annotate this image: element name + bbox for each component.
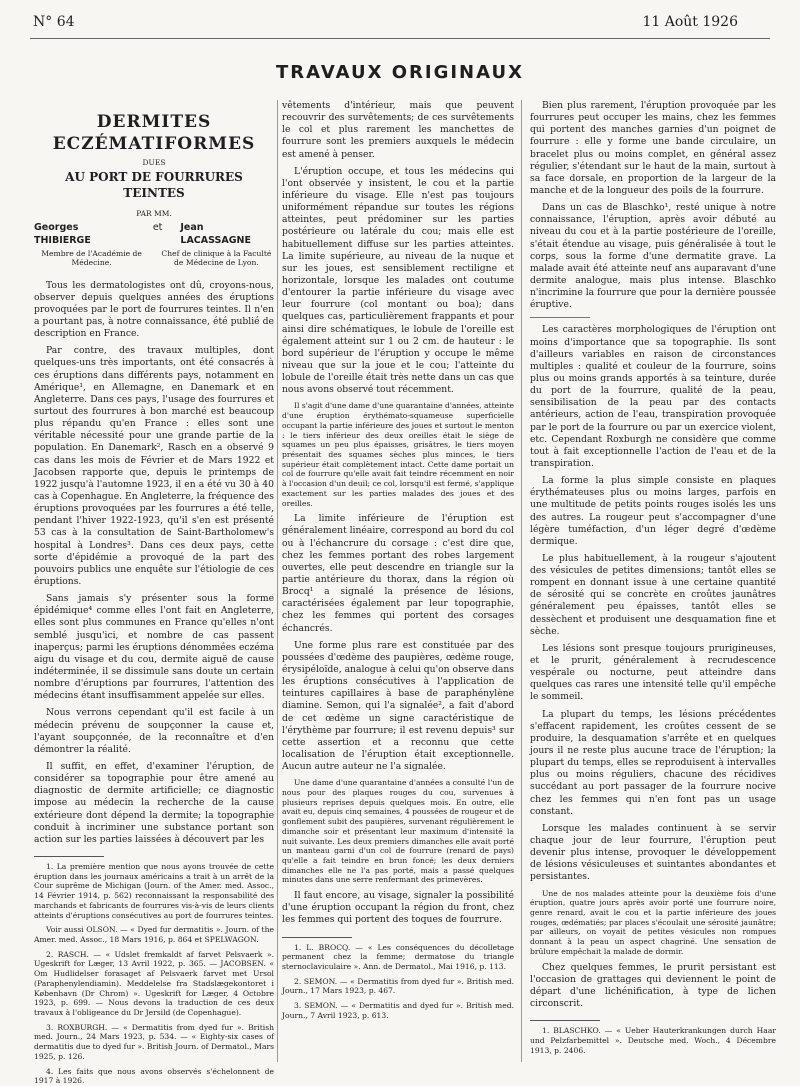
affiliation-1: Membre de l'Académie de Médecine. bbox=[41, 249, 142, 268]
paragraph: Chez quelques femmes, le prurit persistant est l'occasion de grattages qui deviennent le point de départ d'une lichénification, à type de lichen circonscrit. bbox=[530, 961, 776, 1010]
paragraph: Il suffit, en effet, d'examiner l'éruption, de considérer sa topographie pour être amené au diagnostic de dermite artificielle; ce diagnostic impose au médecin la recherche de la cause extérieure dont dépend la dermite; la topographie conduit à incriminer une substance portant son action sur les parties laissées à découvert par les bbox=[34, 760, 274, 845]
case-report: Une dame d'une quarantaine d'années a consulté l'un de nous pour des plaques rouges du cou, survenues à plusieurs reprises depuis quelques mois. En outre, elle avait eu, depuis cinq semaines, 4 poussées de rougeur et de gonflement subit des paupières, survenant régulièrement le dimanche soir et présentant leur maximum d'intensité la nuit suivante. Les deux premiers dimanches elle avait porté un manteau garni d'un col de fourrure (renard de pays) qu'elle a fait teindre en brun foncé; les deux derniers dimanches elle ne l'a pas porté, mais a passé quelques minutes dans une serre renfermant des primevères. bbox=[282, 778, 514, 885]
byline-par: PAR MM. bbox=[136, 209, 172, 219]
article-title: DERMITES ECZÉMATIFORMES bbox=[52, 112, 256, 155]
footnote: 1. L. BROCQ. — « Les conséquences du décolletage permanent chez la femme; dermatose du triangle sternoclaviculaire ». Ann. de Dermatol., Mai 1916, p. 113. bbox=[282, 942, 514, 971]
paragraph: Par contre, des travaux multiples, dont quelques-uns très importants, ont été consacrés à ces éruptions dans différents pays, notamment en Amérique¹, en Allemagne, en Danemark et en Angleterre. Dans ces pays, l'usage des fourrures et surtout des fourrures à bon marché est beaucoup plus répandu qu'en France : elles sont une véritable nécessité pour une grande partie de la population. En Danemark², Rasch en a observé 9 cas dans les mois de Février et de Mars 1922 et Jacobsen rapporte que, depuis le printemps de 1922 jusqu'à l'automne 1923, il en a été vu 30 à 40 cas à Copenhague. En Angleterre, la fréquence des éruptions provoquées par les fourrures a été telle, pendant l'hiver 1922-1923, qu'il s'en est présenté 53 cas à la consultation de Saint-Bartholomew's hospital à Londres³. Dans ces deux pays, cette sorte d'épidémie a provoqué de la part des pouvoirs publics une enquête sur l'étiologie de ces éruptions. bbox=[34, 345, 274, 587]
column-2 bbox=[282, 100, 514, 1062]
paragraph: Nous verrons cependant qu'il est facile à un médecin prévenu de soupçonner la cause et, l'ayant soupçonnée, de la reconnaître et d'en démontrer la réalité. bbox=[34, 707, 274, 755]
issue-date: 11 Août 1926 bbox=[642, 14, 738, 30]
column-3 bbox=[530, 100, 776, 1062]
author-separator: et bbox=[152, 222, 163, 234]
footnote-rule bbox=[282, 937, 352, 938]
paragraph: La forme la plus simple consiste en plaques érythémateuses plus ou moins larges, parfois en une multitude de petits points rouges isolés les uns des autres. La rougeur peut s'accompagner d'une légère tuméfaction, d'un léger degré d'œdème dermique. bbox=[530, 475, 776, 547]
footnote: 1. La première mention que nous ayons trouvée de cette éruption dans les journaux américains a trait à un arrêt de la Cour suprême de Michigan (Journ. of the Amer. med. Assoc., 14 Février 1914, p. 562) reconnaissant la responsabilité des marchands et fabricants de fourrures vis-à-vis de leurs clients atteints d'éruptions consécutives au port de fourrures teintes. bbox=[34, 861, 274, 920]
paragraph: vêtements d'intérieur, mais que peuvent recouvrir des survêtements; de ces survêtements le col et plus rarement les manchettes de fourrure sont les premiers auxquels le médecin est amené à penser. bbox=[282, 100, 514, 160]
paragraph: La plupart du temps, les lésions précédentes s'effacent rapidement, les croûtes cessent de se produire, la desquamation s'arrête et en quelques jours il ne reste plus aucune trace de l'éruption; la plupart du temps, elles se reproduisent à intervalles plus ou moins réguliers, chacune des récidives succédant au port passager de la fourrure nocive chez les femmes qui n'en font pas un usage constant. bbox=[530, 708, 776, 817]
authors bbox=[34, 222, 274, 247]
section-title: TRAVAUX ORIGINAUX bbox=[276, 62, 524, 83]
separator-rule bbox=[530, 317, 590, 318]
case-report: Une de nos malades atteinte pour la deuxième fois d'une éruption, quatre jours après avoir porté une fourrure noire, genre renard, avait le cou et la partie inférieure des joues rouges, œdématiés; par places s'écoulait une sérosité jaunâtre; par ailleurs, on voyait de petites vésicules non rompues donnant à la peau un aspect chagriné. Une sensation de brûlure empêchait la malade de dormir. bbox=[530, 888, 776, 956]
article-dues: DUES bbox=[142, 157, 166, 167]
footnote: 1. BLASCHKO. — « Ueber Hauterkrankungen durch Haar und Pelzfarbemittel ». Deutsche med. Woch., 4 Décembre 1913, p. 2406. bbox=[530, 1026, 776, 1055]
footnote-rule bbox=[34, 856, 104, 857]
paragraph: Une forme plus rare est constituée par des poussées d'œdème des paupières, œdème rouge, érysipéloïde, analogue à celui qu'on observe dans les éruptions consécutives à l'application de teintures capillaires à base de paraphénylène diamine. Semon, qui l'a signalée², a fait d'abord de cet œdème un signe caractéristique de l'érythème par fourrure; il est revenu depuis³ sur cette assertion et a reconnu que cette localisation de l'éruption était exceptionnelle. Aucun autre auteur ne l'a signalée. bbox=[282, 639, 514, 773]
paragraph: Le plus habituellement, à la rougeur s'ajoutent des vésicules de petites dimensions; tantôt elles se rompent en donnant issue à une certaine quantité de sérosité qui se concrète en croûtes jaunâtres généralement peu épaisses, tantôt elles se dessèchent et produisent une desquamation fine et sèche. bbox=[530, 552, 776, 637]
case-report: Il s'agit d'une dame d'une quarantaine d'années, atteinte d'une éruption érythémato-squameuse superficielle occupant la partie inférieure des joues et surtout le menton : le tiers inférieur des deux oreilles était le siège de squames un peu plus épaisses, grisâtres, le tiers moyen présentait des squames sèches plus minces, le tiers supérieur était complètement intact. Cette dame portait un col de fourrure qu'elle avait fait teindre récemment en noir à l'occasion d'un deuil; ce col, lorsqu'il est fermé, s'applique exactement sur les parties malades des joues et des oreilles. bbox=[282, 401, 515, 508]
column-1 bbox=[34, 103, 274, 1086]
paragraph: Tous les dermatologistes ont dû, croyons-nous, observer depuis quelques années des éruptions provoquées par le port de fourrures teintes. Il n'en a pourtant pas, à notre connaissance, été publié de description en France. bbox=[34, 279, 274, 340]
paragraph: Lorsque les malades continuent à se servir chaque jour de leur fourrure, l'éruption peut devenir plus intense, provoquer le développement de lésions vésiculeuses et suintantes abondantes et persistantes. bbox=[530, 822, 776, 883]
issue-number: N° 64 bbox=[33, 14, 75, 30]
footnote: 4. Les faits que nous avons observés s'échelonnent de 1917 à 1926. bbox=[34, 1066, 274, 1086]
footnote: 2. SEMON. — « Dermatitis from dyed fur ». British med. Journ., 17 Mars 1923, p. 467. bbox=[282, 976, 514, 996]
header-rule bbox=[30, 38, 770, 39]
affiliations bbox=[34, 249, 274, 267]
column-divider bbox=[277, 100, 278, 1062]
paragraph: Bien plus rarement, l'éruption provoquée par les fourrures peut occuper les mains, chez les femmes qui portent des manches garnies d'un poignet de fourrure : elle y forme une bande circulaire, un bracelet plus ou moins complet, en général assez régulier, s'étendant sur le haut de la main, surtout à sa face dorsale, en proportion de la largeur de la manche et de la longueur des poils de la fourrure. bbox=[530, 100, 776, 196]
footnote: Voir aussi OLSON. — « Dyed fur dermatitis ». Journ. of the Amer. med. Assoc., 18 Mars 1916, p. 864 et SPELWAGON. bbox=[34, 925, 274, 944]
affiliation-2: Chef de clinique à la Faculté de Médecine de Lyon. bbox=[161, 249, 272, 268]
paragraph: La limite inférieure de l'éruption est généralement linéaire, correspond au bord du col ou à l'échancrure du corsage : c'est dire que, chez les femmes portant des robes largement ouvertes, elle peut descendre en triangle sur la partie antérieure du thorax, dans la région où Brocq¹ a signalé la présence de lésions, caractérisées également par leur topographie, chez les femmes qui portent des corsages échancrés. bbox=[282, 513, 514, 634]
footnote-rule bbox=[530, 1020, 600, 1021]
article-subtitle: AU PORT DE FOURRURES TEINTES bbox=[65, 169, 243, 200]
paragraph: Les caractères morphologiques de l'éruption ont moins d'importance que sa topographie. Ils sont d'ailleurs variables en raison de circonstances multiples : qualité et couleur de la fourrure, soins plus ou moins grands apportés à sa teinture, durée du port de la fourrure, qualité de la peau, sensibilisation de la peau par des contacts antérieurs, action de l'eau, transpiration provoquée par le port de la fourrure ou par un exercice violent, etc. Cependant Roxburgh ne considère que comme tout à fait exceptionnelle l'action de l'eau et de la transpiration. bbox=[530, 324, 776, 469]
column-divider bbox=[521, 100, 522, 1062]
paragraph: Les lésions sont presque toujours prurigineuses, et le prurit, généralement à recrudescence vespérale ou nocturne, peut atteindre dans quelques cas rares une intensité telle qu'il empêche le sommeil. bbox=[530, 642, 776, 703]
footnote: 3. SEMON. — « Dermatitis and dyed fur ». British med. Journ., 7 Avril 1923, p. 613. bbox=[282, 1001, 514, 1020]
author-1: Georges THIBIERGE bbox=[34, 222, 91, 246]
footnote: 3. ROXBURGH. — « Dermatitis from dyed fur ». British med. Journ., 24 Mars 1923, p. 534. — « Eighty-six cases of dermatitis due to dyed fur ». British Journ. of Dermatol., Mars 1925, p. 126. bbox=[34, 1022, 274, 1061]
footnote: 2. RASCH. — « Udslet fremkaldt af farvet Pelsvaerk ». Ugeskrift for Læger, 13 Avril 1922, p. 365. — JACOBSEN. « Om Hudlidelser forasaget af Pelsvaerk farvet met Ursol (Paraphenylendiamin). Meddelelse fra Stadslægekontoret i København (Dr Chrom) ». Ugeskrift for Læger, 4 Octobre 1923, p. 699. — Nous devons la traduction de ces deux travaux à l'obligeance du Dr Jersild (de Copenhague). bbox=[34, 949, 274, 1017]
paragraph: Il faut encore, au visage, signaler la possibilité d'une éruption occupant la région du front, chez les femmes qui portent des toques de fourrure. bbox=[282, 890, 514, 926]
author-2: Jean LACASSAGNE bbox=[180, 222, 251, 246]
paragraph: Dans un cas de Blaschko¹, resté unique à notre connaissance, l'éruption, après avoir débuté au niveau du cou et à la partie postérieure de l'oreille, s'était étendue au visage, puis généralisée à tout le corps, sous la forme d'une dermatite grave. La malade avait été atteinte neuf ans auparavant d'une dermite analogue, mais plus intense. Blaschko n'incrimine la fourrure que pour la dernière poussée éruptive. bbox=[530, 202, 776, 311]
paragraph: Sans jamais s'y présenter sous la forme épidémique⁴ comme elles l'ont fait en Angleterre, elles sont plus communes en France qu'elles n'ont semblé jusqu'ici, et nombre de cas passent inaperçus; parmi les éruptions dénommées eczéma aigu du visage et du cou, dermite aiguë de cause indéterminée, il se dissimule sans doute un certain nombre d'éruptions par fourrures, l'attention des médecins étant insuffisamment appelée sur elles. bbox=[34, 593, 274, 702]
paragraph: L'éruption occupe, et tous les médecins qui l'ont observée y insistent, le cou et la partie inférieure du visage. Elle n'est pas toujours uniformément répandue sur toutes les régions atteintes, peut prédominer sur les parties postérieure ou latérale du cou; mais elle est habituellement diffuse sur les parties atteintes. La limite supérieure, au niveau de la nuque et sur les joues, est sensiblement rectiligne et horizontale, lorsque les malades ont coutume d'entourer la partie inférieure du visage avec leur fourrure (col montant ou boa); dans quelques cas, particulièrement frappants et pour ainsi dire schématiques, le lobule de l'oreille est également atteint sur 1 ou 2 cm. de hauteur : le bord supérieur de l'éruption y occupe le même niveau que sur la joue et le cou; l'atteinte du lobule de l'oreille était très nette dans un cas que nous avons observé tout récemment. bbox=[282, 165, 514, 396]
